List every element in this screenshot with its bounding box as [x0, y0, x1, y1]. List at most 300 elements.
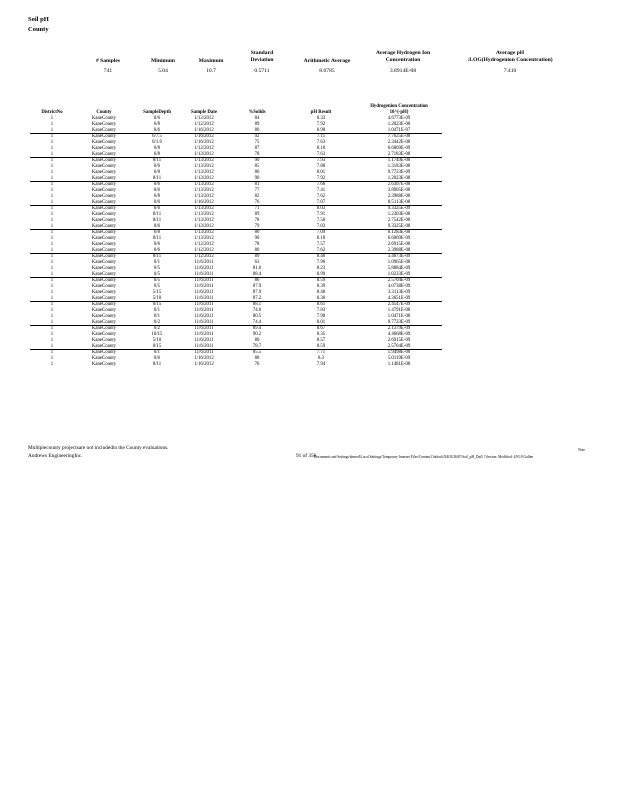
cell-sample-date: 11/6/2011 [180, 326, 228, 332]
cell-h-concentration: 3.8905E-08 [387, 188, 411, 193]
cell-sample-date: 1/13/2012 [194, 223, 214, 229]
cell-sample-date: 1/13/2012 [180, 182, 228, 188]
cell-ph-result: 7.92 [316, 121, 326, 127]
cell-ph-result: 8.35 [316, 332, 326, 337]
cell-ph-result: 8.01 [316, 169, 326, 175]
cell-ph-result: 7.83 [316, 308, 326, 313]
cell-district: 1 [50, 236, 54, 241]
cell-h-concentration: 9.7723E-09 [387, 319, 411, 325]
cell-sample-depth: 8/11 [152, 361, 162, 367]
cell-district: 1 [50, 145, 54, 151]
col-h-concentration: Hydrogenion Concentration 10^(-pH) [370, 104, 428, 115]
cell-h-concentration: 1.0233E-09 [387, 271, 411, 277]
cell-h-concentration: 4.6773E-09 [387, 116, 411, 121]
col-ph-result: pH Result [310, 110, 332, 115]
cell-ph-result: 8.57 [316, 337, 326, 343]
cell-solids: 77 [254, 188, 260, 193]
cell-district: 1 [50, 199, 54, 205]
cell-solids: 78 [254, 151, 260, 157]
avg-h-ion-label: Average Hydrogen Ion Concentration [375, 50, 431, 63]
cell-county: KaneCounty [91, 319, 117, 325]
cell-county: KaneCounty [91, 337, 117, 343]
cell-solids: 89 [254, 212, 260, 217]
cell-county: KaneCounty [91, 116, 117, 121]
cell-sample-depth: 0/1 [153, 308, 161, 313]
cell-county: KaneCounty [91, 284, 117, 289]
cell-solids: 87.2 [252, 295, 262, 301]
cell-county: KaneCounty [91, 295, 117, 301]
cell-district: 1 [50, 212, 54, 217]
cell-county: KaneCounty [91, 247, 117, 253]
cell-sample-depth: 6/8 [153, 151, 161, 157]
cell-district: 1 [50, 295, 54, 301]
cell-sample-date: 11/6/2011 [194, 308, 214, 313]
cell-solids: 74.6 [252, 308, 262, 313]
cell-sample-depth: 0/5 [134, 278, 180, 284]
cell-ph-result: 7.41 [316, 188, 326, 193]
cell-h-concentration: 8.1283E-08 [356, 230, 442, 236]
cell-county: KaneCounty [91, 332, 117, 337]
cell-sample-date: 1/13/2012 [194, 188, 214, 193]
cell-ph-result: 7.71 [286, 350, 356, 356]
cell-sample-depth: 0/15 [134, 302, 180, 308]
cell-sample-depth: 0/6 [153, 247, 161, 253]
cell-h-concentration: 1.1481E-08 [387, 361, 411, 367]
cell-district: 1 [50, 169, 54, 175]
cell-h-concentration: 5.0119E-09 [387, 356, 411, 361]
cell-solids: 85 [254, 164, 260, 169]
cell-ph-result: 7.91 [316, 212, 326, 217]
cell-sample-depth: 8/11 [134, 158, 180, 164]
cell-sample-depth: 6/8 [153, 193, 161, 199]
cell-district: 1 [30, 158, 74, 164]
cell-district: 1 [50, 217, 54, 223]
cell-district: 1 [30, 254, 74, 260]
cell-solids: 88.1 [228, 302, 286, 308]
cell-county: KaneCounty [74, 230, 134, 236]
maximum-label: Maximum [198, 58, 224, 64]
cell-county: KaneCounty [91, 217, 117, 223]
cell-county: KaneCounty [91, 241, 117, 247]
cell-sample-depth: 6/8 [153, 145, 161, 151]
cell-county: KaneCounty [74, 254, 134, 260]
cell-solids: 75 [254, 140, 260, 145]
cell-sample-date: 11/6/2011 [180, 350, 228, 356]
cell-sample-depth: 0/1 [153, 313, 161, 319]
cell-sample-date: 1/12/2012 [194, 121, 214, 127]
cell-sample-date: 1/12/2012 [180, 254, 228, 260]
cell-county: KaneCounty [91, 271, 117, 277]
cell-sample-depth: 0/15 [152, 343, 162, 349]
cell-sample-depth: 0/5 [153, 284, 161, 289]
cell-h-concentration: 1.2023E-08 [387, 121, 411, 127]
cell-ph-result: 8.01 [316, 319, 326, 325]
cell-h-concentration: 1.3183E-08 [387, 164, 411, 169]
cell-sample-date: 1/13/2012 [194, 151, 214, 157]
cell-solids: 63 [254, 260, 260, 265]
cell-h-concentration: 1.0965E-08 [387, 260, 411, 265]
cell-sample-date: 1/13/2012 [194, 193, 214, 199]
cell-sample-date: 1/13/2012 [194, 169, 214, 175]
cell-sample-depth: 5/10 [152, 295, 162, 301]
cell-ph-result: 7.88 [316, 164, 326, 169]
cell-solids: 87.9 [252, 289, 262, 295]
cell-sample-date: 11/6/2011 [194, 295, 214, 301]
cell-sample-depth: 6/8 [134, 230, 180, 236]
cell-county: KaneCounty [74, 158, 134, 164]
cell-ph-result: 8.99 [316, 271, 326, 277]
cell-h-concentration: 1.9498E-08 [356, 350, 442, 356]
cell-sample-date: 11/6/2011 [194, 337, 214, 343]
cell-county: KaneCounty [91, 236, 117, 241]
cell-district: 1 [50, 308, 54, 313]
cell-district: 1 [30, 350, 74, 356]
cell-h-concentration: 2.6307E-08 [356, 182, 442, 188]
cell-county: KaneCounty [91, 175, 117, 181]
cell-solids: 81.6 [252, 265, 262, 271]
cell-sample-date: 11/6/2011 [194, 284, 214, 289]
cell-solids: 90 [254, 175, 260, 181]
soil-ph-table [30, 98, 442, 368]
cell-district: 1 [50, 241, 54, 247]
cell-sample-date: 1/16/2012 [194, 199, 214, 205]
std-dev-value: 0.5711 [254, 68, 270, 74]
cell-sample-depth: 8/11 [152, 175, 162, 181]
report-title-block [28, 15, 49, 35]
cell-solids: 79 [254, 223, 260, 229]
cell-h-concentration: 1.0471E-07 [387, 127, 411, 133]
cell-sample-date: 1/16/2012 [194, 127, 214, 133]
cell-solids: 80 [254, 337, 260, 343]
cell-sample-depth: 8/11 [152, 236, 162, 241]
cell-sample-depth: 0/6 [134, 182, 180, 188]
cell-ph-result: 7.07 [316, 199, 326, 205]
cell-sample-date: 1/13/2012 [194, 212, 214, 217]
cell-h-concentration: 1.4791E-08 [387, 308, 411, 313]
cell-sample-depth: 0/2 [153, 319, 161, 325]
cell-county: KaneCounty [91, 127, 117, 133]
cell-solids: 80 [254, 247, 260, 253]
cell-sample-date: 11/6/2011 [194, 289, 214, 295]
cell-county: KaneCounty [74, 206, 134, 212]
cell-county: KaneCounty [91, 193, 117, 199]
cell-h-concentration: 4.4668E-09 [387, 332, 411, 337]
cell-sample-date: 11/6/2011 [194, 260, 214, 265]
cell-sample-depth: 0/6 [153, 223, 161, 229]
footer-notes [28, 444, 168, 460]
cell-county: KaneCounty [74, 326, 134, 332]
cell-ph-result: 7.03 [316, 223, 326, 229]
cell-ph-result: 8.61 [286, 302, 356, 308]
avg-h-ion-value: 3.8914E-08 [389, 68, 417, 74]
cell-district: 1 [30, 302, 74, 308]
cell-sample-date: 1/13/2012 [194, 217, 214, 223]
cell-h-concentration: 9.3325E-09 [356, 206, 442, 212]
cell-solids: 89.4 [228, 326, 286, 332]
minimum-value: 5.04 [158, 68, 168, 74]
cell-sample-depth: 0/6 [153, 356, 161, 361]
col-sample-depth: SampleDepth [143, 110, 171, 115]
cell-solids: 87.9 [252, 284, 262, 289]
cell-district: 1 [50, 116, 54, 121]
cell-county: KaneCounty [91, 343, 117, 349]
cell-sample-date: 11/6/2011 [180, 278, 228, 284]
cell-sample-date: 1/16/2012 [194, 361, 214, 367]
cell-solids: 76 [254, 361, 260, 367]
cell-district: 1 [50, 313, 54, 319]
cell-sample-depth: 0/6 [153, 164, 161, 169]
page-number: 91 of 356 [296, 453, 317, 459]
cell-county: KaneCounty [91, 151, 117, 157]
cell-solids: 88.4 [252, 271, 262, 277]
cell-h-concentration: 2.3442E-08 [387, 140, 411, 145]
cell-district: 1 [30, 230, 74, 236]
cell-h-concentration: 2.3988E-08 [387, 247, 411, 253]
cell-h-concentration: 1.0471E-08 [387, 313, 411, 319]
cell-h-concentration: 2.5704E-09 [356, 278, 442, 284]
cell-county: KaneCounty [74, 182, 134, 188]
cell-ph-result: 8.33 [316, 116, 326, 121]
cell-sample-depth: 0/6 [153, 127, 161, 133]
cell-county: KaneCounty [91, 199, 117, 205]
cell-h-concentration: 7.7625E-08 [356, 134, 442, 140]
cell-ph-result: 8.59 [316, 343, 326, 349]
cell-sample-date: 1/13/2012 [180, 206, 228, 212]
cell-district: 1 [50, 247, 54, 253]
cell-county: KaneCounty [91, 140, 117, 145]
col-solids: %Solids [248, 110, 266, 115]
cell-h-concentration: 2.5704E-09 [387, 343, 411, 349]
cell-ph-result: 8.18 [316, 236, 326, 241]
cell-county: KaneCounty [74, 134, 134, 140]
cell-sample-depth: 5/10 [152, 337, 162, 343]
cell-sample-date: 11/6/2011 [194, 343, 214, 349]
samples-value: 741 [103, 68, 113, 74]
cell-solids: 90 [228, 158, 286, 164]
cell-sample-depth: 0/6 [153, 116, 161, 121]
cell-district: 1 [50, 332, 54, 337]
footer-note-multicounty: Multiplecounty projectsare not includedin the County evaluations. [28, 445, 169, 451]
cell-solids: 74.4 [252, 319, 262, 325]
cell-sample-date: 11/6/2011 [194, 332, 214, 337]
cell-sample-depth: 0/6 [134, 206, 180, 212]
cell-sample-depth: 5/15 [152, 289, 162, 295]
cell-h-concentration: 4.3651E-09 [387, 295, 411, 301]
cell-district: 1 [50, 260, 54, 265]
cell-district: 1 [30, 326, 74, 332]
table-row [30, 362, 442, 368]
cell-solids: 71 [228, 206, 286, 212]
cell-sample-date: 11/6/2011 [194, 265, 214, 271]
cell-district: 1 [30, 206, 74, 212]
cell-solids: 89 [228, 254, 286, 260]
cell-ph-result: 8.39 [316, 284, 326, 289]
cell-ph-result: 7.56 [316, 217, 326, 223]
cell-h-concentration: 2.4547E-09 [356, 302, 442, 308]
cell-county: KaneCounty [91, 164, 117, 169]
cell-ph-result: 8.46 [286, 254, 356, 260]
arith-avg-label: Arithmetic Average [303, 58, 351, 64]
cell-sample-depth: 0/6 [153, 188, 161, 193]
cell-ph-result: 7.09 [286, 230, 356, 236]
cell-sample-date: 1/13/2012 [194, 236, 214, 241]
cell-district: 1 [50, 284, 54, 289]
cell-sample-depth: 0/1 [134, 350, 180, 356]
cell-county: KaneCounty [91, 289, 117, 295]
cell-sample-depth: 0/5 [153, 265, 161, 271]
cell-county: KaneCounty [74, 278, 134, 284]
cell-h-concentration: 6.6069E-09 [387, 236, 411, 241]
footer-note-company: Andrews EngineeringInc. [28, 453, 83, 459]
cell-solids: 78 [254, 217, 260, 223]
cell-district: 1 [50, 140, 54, 145]
cell-h-concentration: 5.8884E-09 [387, 265, 411, 271]
cell-ph-result: 7.94 [316, 361, 326, 367]
cell-county: KaneCounty [74, 302, 134, 308]
avg-ph-label: Average pH :LOG(Hydrogenion Concentration) [467, 50, 553, 63]
cell-ph-result: 7.96 [316, 260, 326, 265]
cell-h-concentration: 1.1749E-08 [356, 158, 442, 164]
cell-district: 1 [50, 188, 54, 193]
cell-county: KaneCounty [91, 361, 117, 367]
cell-ph-result: 8.59 [286, 278, 356, 284]
cell-sample-date: 1/12/2012 [194, 145, 214, 151]
cell-solids: 85.5 [228, 350, 286, 356]
cell-sample-date: 1/13/2012 [180, 230, 228, 236]
cell-h-concentration: 9.3325E-08 [387, 223, 411, 229]
cell-sample-date: 11/6/2011 [194, 271, 214, 277]
cell-h-concentration: 4.0738E-09 [387, 284, 411, 289]
cell-h-concentration: 9.7723E-09 [387, 169, 411, 175]
cell-county: KaneCounty [91, 212, 117, 217]
cell-county: KaneCounty [91, 145, 117, 151]
cell-solids: 80.5 [252, 313, 262, 319]
cell-county: KaneCounty [91, 356, 117, 361]
cell-county: KaneCounty [91, 265, 117, 271]
cell-solids: 86 [228, 278, 286, 284]
cell-district: 1 [50, 356, 54, 361]
report-subtitle: County [28, 26, 49, 33]
cell-solids: 84 [254, 116, 260, 121]
cell-h-concentration: 2.6915E-09 [387, 337, 411, 343]
arith-avg-value: 8.0785 [319, 68, 335, 74]
footer-file-path: Documents and Settings\ahmed\Local Settings\Temporary Internet Files\Content.Outlook\N4OGJ6AT\Soil_pH_Dat5 | Version: Modified: 4/8/10 Gallen [314, 455, 534, 459]
cell-solids: 80 [228, 230, 286, 236]
cell-ph-result: 7.98 [316, 313, 326, 319]
cell-solids: 81 [228, 182, 286, 188]
cell-district: 1 [30, 134, 74, 140]
cell-district: 1 [50, 271, 54, 277]
cell-solids: 80 [254, 127, 260, 133]
col-sample-date: Sample Date [191, 110, 217, 115]
cell-sample-depth: 0/5 [153, 271, 161, 277]
cell-county: KaneCounty [91, 169, 117, 175]
cell-sample-date: 1/16/2012 [194, 356, 214, 361]
cell-sample-date: 1/13/2012 [194, 175, 214, 181]
cell-solids: 88 [254, 356, 260, 361]
cell-county: KaneCounty [91, 223, 117, 229]
cell-sample-date: 11/6/2011 [194, 313, 214, 319]
cell-sample-depth: 0/1 [153, 260, 161, 265]
cell-solids: 76 [254, 199, 260, 205]
cell-solids: 86 [254, 169, 260, 175]
cell-county: KaneCounty [74, 350, 134, 356]
cell-solids: 90 [254, 236, 260, 241]
footer-note-right: Note [578, 448, 585, 452]
cell-district: 1 [50, 319, 54, 325]
cell-sample-depth: 8/11 [134, 254, 180, 260]
cell-sample-date: 11/6/2011 [180, 302, 228, 308]
cell-solids: 90.2 [252, 332, 262, 337]
cell-ph-result: 7.57 [316, 241, 326, 247]
cell-district: 1 [30, 278, 74, 284]
col-district: DistrictNo [41, 110, 63, 115]
cell-ph-result: 7.92 [316, 175, 326, 181]
cell-district: 1 [50, 164, 54, 169]
cell-ph-result: 8.48 [316, 289, 326, 295]
cell-sample-date: 1/16/2012 [194, 140, 214, 145]
cell-sample-depth: 0/6 [153, 241, 161, 247]
cell-ph-result: 8.23 [316, 265, 326, 271]
cell-sample-date: 1/12/2012 [194, 116, 214, 121]
cell-solids: 78 [254, 241, 260, 247]
samples-label: # Samples [95, 58, 121, 64]
std-dev-label: Standard Deviation [250, 50, 274, 63]
cell-district: 1 [50, 121, 54, 127]
cell-ph-result: 7.62 [316, 193, 326, 199]
cell-sample-depth: 6/7.5 [134, 134, 180, 140]
cell-h-concentration: 1.2303E-08 [387, 212, 411, 217]
cell-h-concentration: 2.3988E-08 [387, 193, 411, 199]
cell-sample-depth: 0/2 [134, 326, 180, 332]
cell-county: KaneCounty [91, 308, 117, 313]
cell-district: 1 [50, 289, 54, 295]
cell-solids: 82 [254, 193, 260, 199]
cell-county: KaneCounty [91, 260, 117, 265]
cell-sample-depth: 8/11 [152, 212, 162, 217]
cell-sample-depth: 0/1.6 [152, 140, 162, 145]
table-header-row [30, 98, 442, 116]
cell-ph-result: 6.98 [316, 127, 326, 133]
cell-ph-result: 7.93 [286, 158, 356, 164]
cell-county: KaneCounty [91, 313, 117, 319]
cell-sample-depth: 6/8 [153, 121, 161, 127]
cell-sample-date: 1/16/2012 [180, 134, 228, 140]
cell-h-concentration: 1.2023E-08 [387, 175, 411, 181]
cell-district: 1 [30, 182, 74, 188]
cell-sample-depth: 10/15 [151, 332, 163, 337]
cell-county: KaneCounty [91, 121, 117, 127]
cell-district: 1 [50, 223, 54, 229]
cell-ph-result: 8.03 [286, 206, 356, 212]
cell-county: KaneCounty [91, 188, 117, 193]
cell-h-concentration: 2.1379E-09 [356, 326, 442, 332]
cell-ph-result: 7.11 [286, 134, 356, 140]
cell-district: 1 [50, 151, 54, 157]
cell-district: 1 [50, 361, 54, 367]
cell-sample-date: 1/12/2012 [194, 247, 214, 253]
cell-sample-date: 1/13/2012 [194, 164, 214, 169]
cell-solids: 89 [254, 121, 260, 127]
report-title: Soil pH [28, 16, 49, 23]
cell-sample-depth: 8/11 [152, 217, 162, 223]
cell-ph-result: 8.36 [316, 295, 326, 301]
cell-solids: 87 [254, 145, 260, 151]
cell-ph-result: 7.63 [316, 140, 326, 145]
cell-h-concentration: 2.6915E-08 [387, 241, 411, 247]
cell-ph-result: 7.62 [316, 247, 326, 253]
cell-district: 1 [50, 337, 54, 343]
